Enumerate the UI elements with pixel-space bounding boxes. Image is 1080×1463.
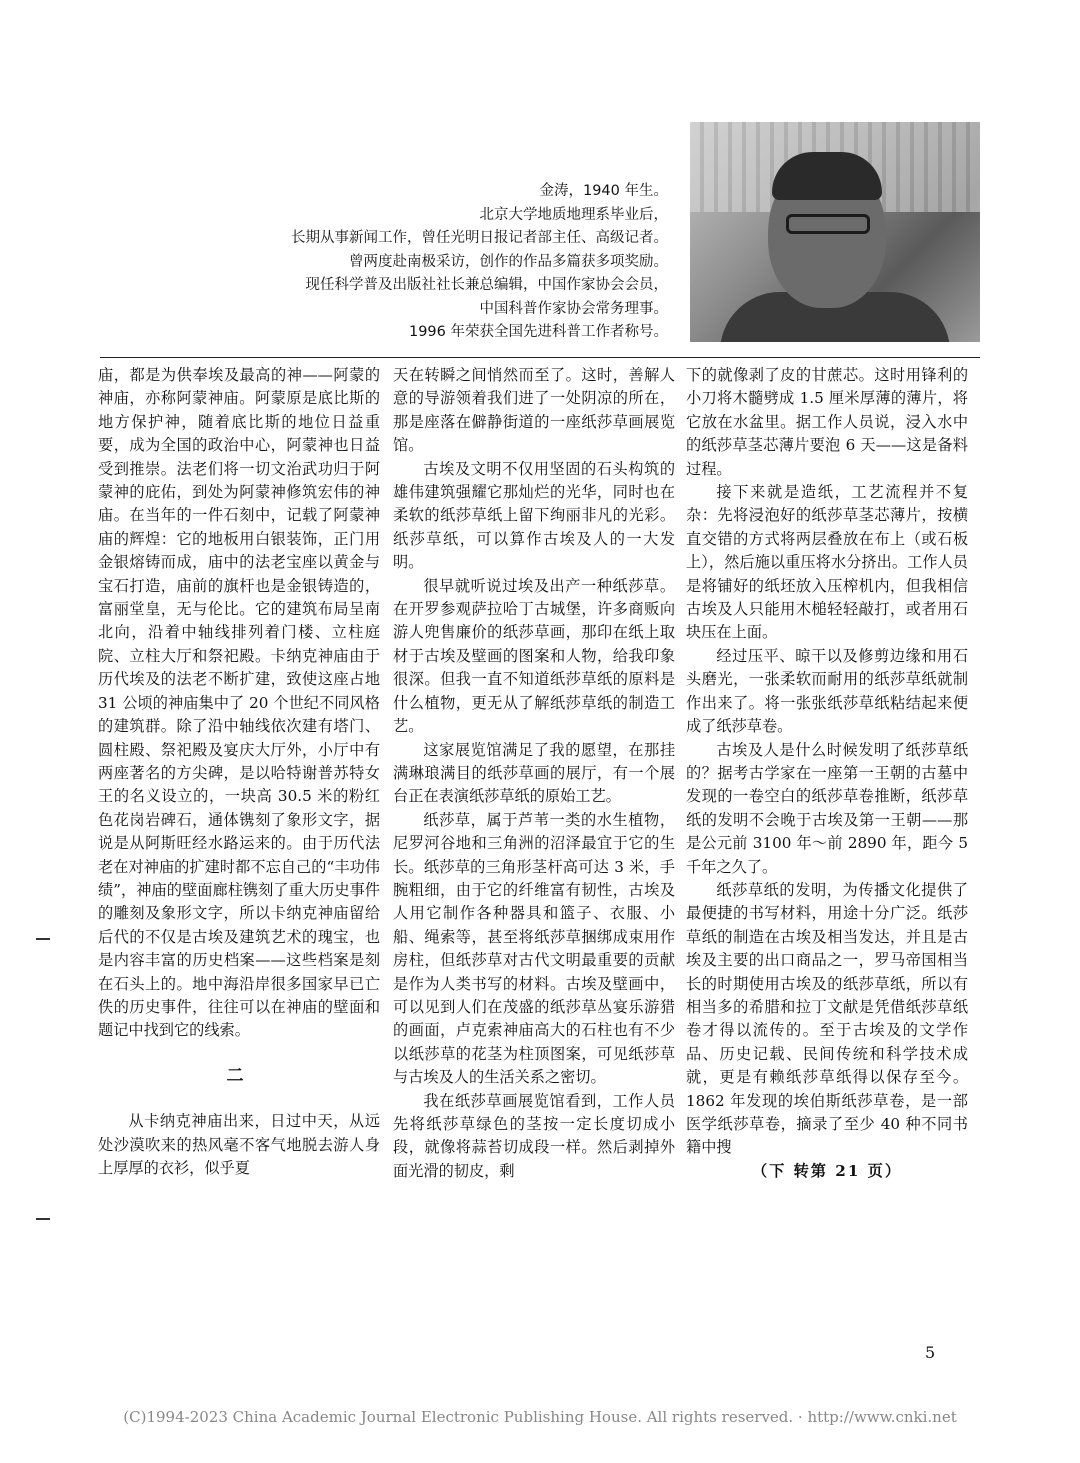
page-number: 5 (925, 1343, 936, 1362)
bio-line: 1996 年荣获全国先进科普工作者称号。 (408, 324, 668, 340)
author-bio (291, 180, 668, 345)
bio-line: 现任科学普及出版社社长兼总编辑，中国作家协会会员， (305, 277, 668, 293)
paragraph: 从卡纳克神庙出来，日过中天，从远处沙漠吹来的热风毫不客气地脱去游人身上厚厚的衣衫，似乎夏 (98, 1112, 380, 1177)
paragraph: 纸莎草纸的发明，为传播文化提供了最便捷的书写材料，用途十分广泛。纸莎草纸的制造在古埃及相当发达，并且是古埃及主要的出口商品之一，罗马帝国相当长的时期使用古埃及的纸莎草纸，所以有相当多的希腊和拉丁文献是凭借纸莎草纸卷才得以流传的。至于古埃及的文学作品、历史记载、民间传统和科学技术成就，更是有赖纸莎草纸得以保存至今。1862 年发现的埃伯斯纸莎草卷，是一部医学纸莎草卷，摘录了至少 40 种不同书籍中搜 (686, 880, 968, 1157)
bio-line: 金涛，1940 年生。 (539, 183, 668, 199)
header-divider (100, 357, 980, 358)
author-photo (690, 122, 980, 342)
continued-note: （下 转第 21 页） (751, 1161, 903, 1180)
paragraph: 天在转瞬之间悄然而至了。这时，善解人意的导游领着我们进了一处阴凉的所在，那是座落在僻静街道的一座纸莎草画展览馆。 (393, 366, 675, 455)
section-heading: 二 (226, 1065, 252, 1086)
paragraph: 古埃及人是什么时候发明了纸莎草纸的？据考古学家在一座第一王朝的古墓中发现的一卷空白的纸莎草卷推断，纸莎草纸的发明不会晚于古埃及第一王朝——那是公元前 3100 年～前 2890 年，距今 5 千年之久了。 (686, 740, 968, 876)
bio-line: 曾两度赴南极采访，创作的作品多篇获多项奖励。 (349, 253, 668, 270)
column-2 (393, 364, 675, 1183)
paragraph: 这家展览馆满足了我的愿望，在那挂满琳琅满目的纸莎草画的展厅，有一个展台正在表演纸莎草纸的原始工艺。 (393, 740, 675, 806)
paragraph: 很早就听说过埃及出产一种纸莎草。在开罗参观萨拉哈丁古城堡，许多商贩向游人兜售廉价的纸莎草画，那印在纸上取材于古埃及壁画的图案和人物，给我印象很深。但我一直不知道纸莎草纸的原料是什么植物，更无从了解纸莎草纸的制造工艺。 (393, 576, 675, 736)
bio-line: 北京大学地质地理系毕业后， (479, 206, 668, 223)
paragraph: 接下来就是造纸，工艺流程并不复杂：先将浸泡好的纸莎草茎芯薄片，按横直交错的方式将两层叠放在布上（或石板上），然后施以重压将水分挤出。工作人员是将铺好的纸坯放入压榨机内，但我相信古埃及人只能用木槌轻轻敲打，或者用石块压在上面。 (686, 483, 968, 642)
paragraph: 下的就像剥了皮的甘蔗芯。这时用锋利的小刀将木髓劈成 1.5 厘米厚薄的薄片，将它放在水盆里。据工作人员说，浸入水中的纸莎草茎芯薄片要泡 6 天——这是备料过程。 (686, 366, 968, 478)
margin-mark (36, 1218, 50, 1220)
paragraph: 纸莎草，属于芦苇一类的水生植物，尼罗河谷地和三角洲的沼泽最宜于它的生长。纸莎草的三角形茎杆高可达 3 米，手腕粗细，由于它的纤维富有韧性，古埃及人用它制作各种器具和篮子、衣服、小船、绳索等，甚至将纸莎草捆绑成束用作房柱，但纸莎草对古代文明最重要的贡献是作为人类书写的材料。古埃及壁画中，可以见到人们在茂盛的纸莎草丛宴乐游猎的画面，卢克索神庙高大的石柱也有不少以纸莎草的花茎为柱顶图案，可见纸莎草与古埃及人的生活关系之密切。 (393, 810, 675, 1087)
paragraph: 我在纸莎草画展览馆看到，工作人员先将纸莎草绿色的茎按一定长度切成小段，就像将蒜苔切成段一样。然后剥掉外面光滑的韧皮，剩 (393, 1091, 675, 1180)
bio-line: 长期从事新闻工作，曾任光明日报记者部主任、高级记者。 (291, 230, 668, 246)
copyright-footer: (C)1994-2023 China Academic Journal Electronic Publishing House. All rights reserved. · http://www.cnki.net (123, 1408, 957, 1426)
column-1 (98, 364, 380, 1180)
column-3 (686, 364, 968, 1183)
paragraph: 庙，都是为供奉埃及最高的神——阿蒙的神庙，亦称阿蒙神庙。阿蒙原是底比斯的地方保护神，随着底比斯的地位日益重要，成为全国的政治中心，阿蒙神也日益受到推崇。法老们将一切文治武功归于阿蒙神的庇佑，到处为阿蒙神修筑宏伟的神庙。在当年的一件石刻中，记载了阿蒙神庙的辉煌：它的地板用白银装饰，正门用金银熔铸而成，庙中的法老宝座以黄金与宝石打造，庙前的旗杆也是金银铸造的，富丽堂皇，无与伦比。它的建筑布局呈南北向，沿着中轴线排列着门楼、立柱庭院、立柱大厅和祭祀殿。卡纳克神庙由于历代埃及的法老不断扩建，致使这座占地 31 公顷的神庙集中了 20 个世纪不同风格的建筑群。除了沿中轴线依次建有塔门、圆柱殿、祭祀殿及宴庆大厅外，小厅中有两座著名的方尖碑，是以哈特谢普苏特女王的名义设立的，一块高 30.5 米的粉红色花岗岩碑石，通体镌刻了象形文字，据说是从阿斯旺经水路运来的。由于历代法老在对神庙的扩建时都不忘自己的“丰功伟绩”，神庙的壁面廊柱镌刻了重大历史事件的雕刻及象形文字，所以卡纳克神庙留给后代的不仅是古埃及建筑艺术的瑰宝，也是内容丰富的历史档案——这些档案是刻在石头上的。地中海沿岸很多国家早已亡佚的历史事件，往往可以在神庙的壁面和题记中找到它的线索。 (98, 366, 380, 1040)
paragraph: 经过压平、晾干以及修剪边缘和用石头磨光，一张柔软而耐用的纸莎草纸就制作出来了。将一张张纸莎草纸粘结起来便成了纸莎草卷。 (686, 646, 968, 736)
paragraph: 古埃及文明不仅用坚固的石头构筑的雄伟建筑强耀它那灿烂的光华，同时也在柔软的纸莎草纸上留下绚丽非凡的光彩。纸莎草纸，可以算作古埃及人的一大发明。 (393, 459, 675, 572)
bio-line: 中国科普作家协会常务理事。 (479, 300, 668, 317)
margin-mark (36, 938, 50, 940)
